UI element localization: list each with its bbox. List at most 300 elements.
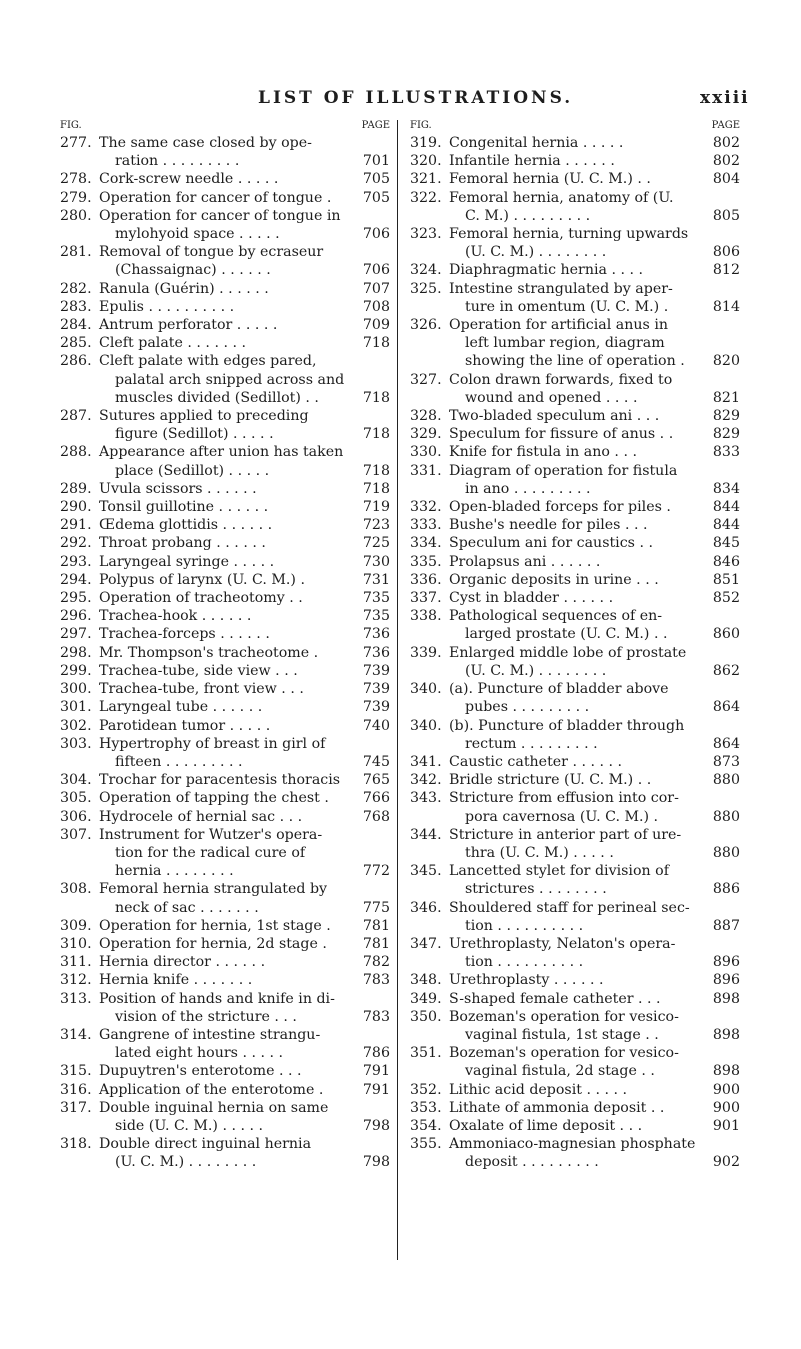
- entry-line: [99, 1008, 390, 1026]
- page-number: 798: [362, 1117, 390, 1134]
- list-entry: [410, 316, 740, 371]
- list-entry: [410, 971, 740, 989]
- list-entry: [60, 698, 390, 716]
- entry-line: [99, 152, 390, 170]
- entry-text: Lithate of ammonia deposit . .: [449, 1099, 665, 1116]
- entry-line: [449, 826, 740, 844]
- entry-line: [99, 443, 390, 461]
- list-entry: [60, 971, 390, 989]
- entry-text: Trachea-tube, front view . . .: [99, 681, 304, 698]
- list-entry: [410, 1099, 740, 1117]
- entry-line: [449, 389, 740, 407]
- entry-line: [449, 625, 740, 643]
- entry-text: in ano . . . . . . . . .: [465, 480, 591, 497]
- figure-number: 298.: [60, 644, 92, 661]
- entry-text: Stricture from effusion into cor-: [449, 790, 679, 807]
- figure-number: 320.: [410, 153, 442, 170]
- page-number: 736: [362, 644, 390, 661]
- figure-number: 290.: [60, 499, 92, 516]
- entry-line: [99, 1062, 390, 1080]
- entry-line: [449, 735, 740, 753]
- entry-text: showing the line of operation .: [465, 353, 685, 370]
- figure-number: 354.: [410, 1117, 442, 1134]
- entry-text: Intestine strangulated by aper-: [449, 280, 673, 297]
- entry-line: [449, 498, 740, 516]
- entry-text: vaginal fistula, 2d stage . .: [465, 1063, 655, 1080]
- page-number: 886: [712, 881, 740, 898]
- page-number: 739: [362, 681, 390, 698]
- entry-text: Trachea-hook . . . . . .: [99, 608, 252, 625]
- entry-line: [99, 316, 390, 334]
- list-entry: [60, 808, 390, 826]
- entry-text: Antrum perforator . . . . .: [99, 317, 278, 334]
- figure-number: 328.: [410, 408, 442, 425]
- entry-line: [99, 462, 390, 480]
- list-entry: [410, 280, 740, 316]
- page-number: 725: [362, 535, 390, 552]
- figure-number: 331.: [410, 462, 442, 479]
- entry-line: [99, 662, 390, 680]
- entry-text: Tonsil guillotine . . . . . .: [99, 499, 269, 516]
- entry-text: Speculum ani for caustics . .: [449, 535, 653, 552]
- list-entry: [410, 899, 740, 935]
- entry-text: tion for the radical cure of: [115, 844, 306, 861]
- entry-text: Operation for cancer of tongue in: [99, 207, 341, 224]
- entry-text: Diaphragmatic hernia . . . .: [449, 262, 644, 279]
- entry-text: Gangrene of intestine strangu-: [99, 1026, 321, 1043]
- page-number: 812: [712, 262, 740, 279]
- page-number: 765: [362, 772, 390, 789]
- entry-line: [449, 243, 740, 261]
- list-entry: [410, 225, 740, 261]
- list-entry: [60, 680, 390, 698]
- figure-number: 337.: [410, 590, 442, 607]
- entry-line: [99, 480, 390, 498]
- entry-line: [99, 917, 390, 935]
- list-entry: [410, 644, 740, 680]
- entry-line: [99, 516, 390, 534]
- page-number: 900: [712, 1099, 740, 1116]
- list-entry: [410, 571, 740, 589]
- entry-line: [449, 953, 740, 971]
- entry-line: [449, 789, 740, 807]
- page-number: 864: [712, 699, 740, 716]
- entry-line: [99, 134, 390, 152]
- entry-line: [449, 534, 740, 552]
- figure-number: 289.: [60, 480, 92, 497]
- entry-text: Stricture in anterior part of ure-: [449, 826, 682, 843]
- page-number: 896: [712, 972, 740, 989]
- figure-number: 323.: [410, 226, 442, 243]
- entry-line: [99, 225, 390, 243]
- figure-number: 345.: [410, 863, 442, 880]
- entry-line: [449, 753, 740, 771]
- page-number: 880: [712, 808, 740, 825]
- list-entry: [410, 1117, 740, 1135]
- entry-text: Trochar for paracentesis thoracis: [99, 772, 341, 789]
- entry-text: Congenital hernia . . . . .: [449, 135, 624, 151]
- entry-line: [449, 1153, 740, 1171]
- page-number: 834: [712, 480, 740, 497]
- figure-number: 326.: [410, 317, 442, 334]
- entry-line: [449, 298, 740, 316]
- page-number: 783: [362, 1008, 390, 1025]
- entry-line: [449, 607, 740, 625]
- page-number: 718: [362, 480, 390, 497]
- figure-number: 321.: [410, 171, 442, 188]
- entry-text: tion . . . . . . . . . .: [465, 917, 584, 934]
- page-label: PAGE: [361, 120, 390, 131]
- entry-text: Open-bladed forceps for piles .: [449, 499, 671, 516]
- entry-line: [99, 1117, 390, 1135]
- entry-line: [99, 1099, 390, 1117]
- list-entry: [60, 1135, 390, 1171]
- figure-number: 348.: [410, 972, 442, 989]
- entry-text: (U. C. M.) . . . . . . . .: [115, 1154, 257, 1171]
- page-number: 736: [362, 626, 390, 643]
- figure-number: 349.: [410, 990, 442, 1007]
- page-number: 705: [362, 189, 390, 206]
- page-number: 705: [362, 171, 390, 188]
- list-entry: [60, 771, 390, 789]
- entry-text: Uvula scissors . . . . . .: [99, 480, 257, 497]
- entry-text: Bozeman's operation for vesico-: [449, 1045, 679, 1062]
- entry-line: [99, 735, 390, 753]
- entry-text: ration . . . . . . . . .: [115, 153, 240, 170]
- page-number: 775: [362, 899, 390, 916]
- entry-line: [99, 644, 390, 662]
- list-entry: [60, 480, 390, 498]
- figure-number: 353.: [410, 1099, 442, 1116]
- entry-text: Ranula (Guérin) . . . . . .: [99, 280, 269, 297]
- figure-number: 293.: [60, 553, 92, 570]
- figure-number: 350.: [410, 1008, 442, 1025]
- page-number: 806: [712, 244, 740, 261]
- figure-number: 309.: [60, 917, 92, 934]
- figure-number: 305.: [60, 790, 92, 807]
- entry-text: side (U. C. M.) . . . . .: [115, 1117, 264, 1134]
- entry-line: [99, 698, 390, 716]
- entry-line: [449, 225, 740, 243]
- entry-line: [449, 371, 740, 389]
- entry-text: Caustic catheter . . . . . .: [449, 753, 623, 770]
- entry-text: thra (U. C. M.) . . . . .: [465, 844, 614, 861]
- entry-text: vaginal fistula, 1st stage . .: [465, 1026, 659, 1043]
- entry-line: [99, 1044, 390, 1062]
- list-entry: [60, 662, 390, 680]
- page-number: 896: [712, 954, 740, 971]
- entry-text: (U. C. M.) . . . . . . . .: [465, 244, 607, 261]
- figure-number: 341.: [410, 753, 442, 770]
- list-entry: [410, 516, 740, 534]
- entry-text: Urethroplasty, Nelaton's opera-: [449, 935, 676, 952]
- entry-text: Instrument for Wutzer's opera-: [99, 826, 323, 843]
- figure-number: 294.: [60, 571, 92, 588]
- list-entry: [410, 553, 740, 571]
- list-entry: [60, 789, 390, 807]
- entry-line: [99, 298, 390, 316]
- page-number: 701: [362, 153, 390, 170]
- entry-line: [449, 771, 740, 789]
- page-number: 735: [362, 590, 390, 607]
- list-entry: [60, 280, 390, 298]
- entry-text: Femoral hernia strangulated by: [99, 881, 328, 898]
- entry-line: [99, 371, 390, 389]
- page-number: 723: [362, 517, 390, 534]
- figure-number: 346.: [410, 899, 442, 916]
- list-entry: [60, 953, 390, 971]
- figure-number: 295.: [60, 590, 92, 607]
- entry-line: [449, 407, 740, 425]
- entry-text: Organic deposits in urine . . .: [449, 571, 659, 588]
- entry-line: [99, 607, 390, 625]
- entry-line: [449, 1117, 740, 1135]
- list-entry: [60, 243, 390, 279]
- figure-number: 286.: [60, 353, 92, 370]
- entry-text: left lumbar region, diagram: [465, 335, 665, 352]
- column-header: [60, 120, 390, 134]
- entry-line: [449, 1081, 740, 1099]
- page-number: 898: [712, 990, 740, 1007]
- fig-label: FIG.: [60, 120, 82, 131]
- list-entry: [410, 1081, 740, 1099]
- entry-line: [449, 553, 740, 571]
- entry-text: Colon drawn forwards, fixed to: [449, 371, 673, 388]
- entry-line: [99, 844, 390, 862]
- entry-line: [449, 1044, 740, 1062]
- page-number: 851: [712, 571, 740, 588]
- page-number: 791: [362, 1081, 390, 1098]
- entry-text: Polypus of larynx (U. C. M.) .: [99, 571, 305, 588]
- page-number: 805: [712, 207, 740, 224]
- entry-line: [99, 534, 390, 552]
- entry-text: Throat probang . . . . . .: [99, 535, 266, 552]
- entry-text: Sutures applied to preceding: [99, 408, 309, 425]
- list-entry: [410, 134, 740, 152]
- right-column: [410, 120, 740, 1172]
- entry-text: lated eight hours . . . . .: [115, 1045, 284, 1062]
- figure-number: 287.: [60, 408, 92, 425]
- list-entry: [60, 298, 390, 316]
- entry-line: [449, 152, 740, 170]
- page-number: 898: [712, 1026, 740, 1043]
- page-number: 804: [712, 171, 740, 188]
- entry-text: place (Sedillot) . . . . .: [115, 462, 270, 479]
- figure-number: 329.: [410, 426, 442, 443]
- entry-line: [99, 625, 390, 643]
- list-entry: [410, 753, 740, 771]
- entry-line: [99, 553, 390, 571]
- figure-number: 280.: [60, 207, 92, 224]
- figure-number: 285.: [60, 335, 92, 352]
- entry-text: Femoral hernia, turning upwards: [449, 226, 689, 243]
- list-entry: [60, 935, 390, 953]
- list-entry: [60, 334, 390, 352]
- page-number: 706: [362, 262, 390, 279]
- entry-line: [449, 1099, 740, 1117]
- list-entry: [60, 352, 390, 407]
- entry-line: [99, 862, 390, 880]
- page-number: 782: [362, 954, 390, 971]
- entry-line: [99, 717, 390, 735]
- entry-text: mylohyoid space . . . . .: [115, 226, 280, 243]
- entry-line: [449, 170, 740, 188]
- list-entry: [60, 170, 390, 188]
- list-entry: [60, 134, 390, 170]
- entry-line: [99, 808, 390, 826]
- page-number: 768: [362, 808, 390, 825]
- entry-line: [99, 571, 390, 589]
- figure-number: 322.: [410, 189, 442, 206]
- figure-number: 355.: [410, 1136, 442, 1153]
- list-entry: [60, 189, 390, 207]
- figure-number: 344.: [410, 826, 442, 843]
- figure-number: 330.: [410, 444, 442, 461]
- list-entry: [60, 1062, 390, 1080]
- list-entry: [60, 644, 390, 662]
- page-number: 802: [712, 153, 740, 170]
- entry-line: [449, 698, 740, 716]
- entry-line: [449, 1026, 740, 1044]
- entry-text: Cork-screw needle . . . . .: [99, 171, 279, 188]
- entry-text: Shouldered staff for perineal sec-: [449, 899, 690, 916]
- entry-line: [449, 1062, 740, 1080]
- list-entry: [410, 935, 740, 971]
- figure-number: 283.: [60, 298, 92, 315]
- entry-line: [99, 1081, 390, 1099]
- entry-text: (a). Puncture of bladder above: [449, 681, 669, 698]
- page-number: 860: [712, 626, 740, 643]
- figure-number: 339.: [410, 644, 442, 661]
- page-number: 709: [362, 317, 390, 334]
- figure-number: 282.: [60, 280, 92, 297]
- entry-text: tion . . . . . . . . . .: [465, 954, 584, 971]
- list-entry: [410, 170, 740, 188]
- entry-text: neck of sac . . . . . . .: [115, 899, 259, 916]
- entry-text: (b). Puncture of bladder through: [449, 717, 685, 734]
- page-number: 791: [362, 1063, 390, 1080]
- figure-number: 307.: [60, 826, 92, 843]
- list-entry: [410, 1135, 740, 1171]
- page-number: 739: [362, 662, 390, 679]
- entry-line: [99, 789, 390, 807]
- entry-text: Parotidean tumor . . . . .: [99, 717, 271, 734]
- list-entry: [60, 735, 390, 771]
- list-entry: [60, 826, 390, 881]
- column-header: [410, 120, 740, 134]
- page-number: 707: [362, 280, 390, 297]
- entry-text: (U. C. M.) . . . . . . . .: [465, 662, 607, 679]
- entry-line: [99, 771, 390, 789]
- page-number: 798: [362, 1154, 390, 1171]
- figure-number: 324.: [410, 262, 442, 279]
- page-number: 852: [712, 590, 740, 607]
- entry-text: Operation for hernia, 2d stage .: [99, 935, 327, 952]
- list-entry: [60, 625, 390, 643]
- figure-number: 306.: [60, 808, 92, 825]
- entry-text: larged prostate (U. C. M.) . .: [465, 626, 668, 643]
- figure-number: 340.: [410, 717, 442, 734]
- page-number: 731: [362, 571, 390, 588]
- entry-line: [99, 935, 390, 953]
- entry-line: [99, 1135, 390, 1153]
- figure-number: 288.: [60, 444, 92, 461]
- entry-text: Enlarged middle lobe of prostate: [449, 644, 687, 661]
- list-entry: [410, 717, 740, 753]
- entry-text: pora cavernosa (U. C. M.) .: [465, 808, 659, 825]
- figure-number: 279.: [60, 189, 92, 206]
- entry-line: [449, 717, 740, 735]
- figure-number: 314.: [60, 1026, 92, 1043]
- entry-line: [99, 352, 390, 370]
- page-number: 814: [712, 298, 740, 315]
- column-divider: [397, 120, 398, 1260]
- entry-line: [449, 880, 740, 898]
- entry-line: [449, 189, 740, 207]
- list-entry: [60, 516, 390, 534]
- entry-line: [449, 334, 740, 352]
- page-number: 718: [362, 426, 390, 443]
- figure-number: 332.: [410, 499, 442, 516]
- entry-text: Operation of tapping the chest .: [99, 790, 329, 807]
- figure-number: 312.: [60, 972, 92, 989]
- entry-text: Hernia knife . . . . . . .: [99, 972, 253, 989]
- entry-line: [99, 899, 390, 917]
- entry-line: [99, 880, 390, 898]
- entry-text: Mr. Thompson's tracheotome .: [99, 644, 319, 661]
- entry-text: Hernia director . . . . . .: [99, 954, 266, 971]
- entry-line: [449, 935, 740, 953]
- entry-line: [449, 808, 740, 826]
- page-number: 846: [712, 553, 740, 570]
- page-number: 772: [362, 863, 390, 880]
- list-entry: [410, 680, 740, 716]
- entry-text: Laryngeal syringe . . . . .: [99, 553, 275, 570]
- figure-number: 318.: [60, 1136, 92, 1153]
- page-number: 844: [712, 517, 740, 534]
- entry-text: Operation for artificial anus in: [449, 317, 668, 334]
- entry-text: C. M.) . . . . . . . . .: [465, 207, 591, 224]
- figure-number: 335.: [410, 553, 442, 570]
- entry-line: [99, 243, 390, 261]
- list-entry: [410, 607, 740, 643]
- entry-line: [449, 207, 740, 225]
- page-number: 829: [712, 426, 740, 443]
- entry-text: Two-bladed speculum ani . . .: [449, 408, 660, 425]
- page-number: 844: [712, 499, 740, 516]
- entry-text: Dupuytren's enterotome . . .: [99, 1063, 302, 1080]
- entry-line: [449, 462, 740, 480]
- list-entry: [410, 261, 740, 279]
- list-entry: [60, 880, 390, 916]
- running-header: [0, 88, 801, 114]
- entry-text: Pathological sequences of en-: [449, 608, 663, 625]
- left-column: [60, 120, 390, 1172]
- entry-text: Knife for fistula in ano . . .: [449, 444, 637, 461]
- list-entry: [410, 589, 740, 607]
- figure-number: 302.: [60, 717, 92, 734]
- figure-number: 278.: [60, 171, 92, 188]
- entry-line: [99, 498, 390, 516]
- figure-number: 343.: [410, 790, 442, 807]
- entry-text: Trachea-tube, side view . . .: [99, 662, 298, 679]
- entry-line: [449, 844, 740, 862]
- list-entry: [410, 152, 740, 170]
- page-number: 739: [362, 699, 390, 716]
- list-entry: [60, 1026, 390, 1062]
- fig-label: FIG.: [410, 120, 432, 131]
- entry-line: [449, 917, 740, 935]
